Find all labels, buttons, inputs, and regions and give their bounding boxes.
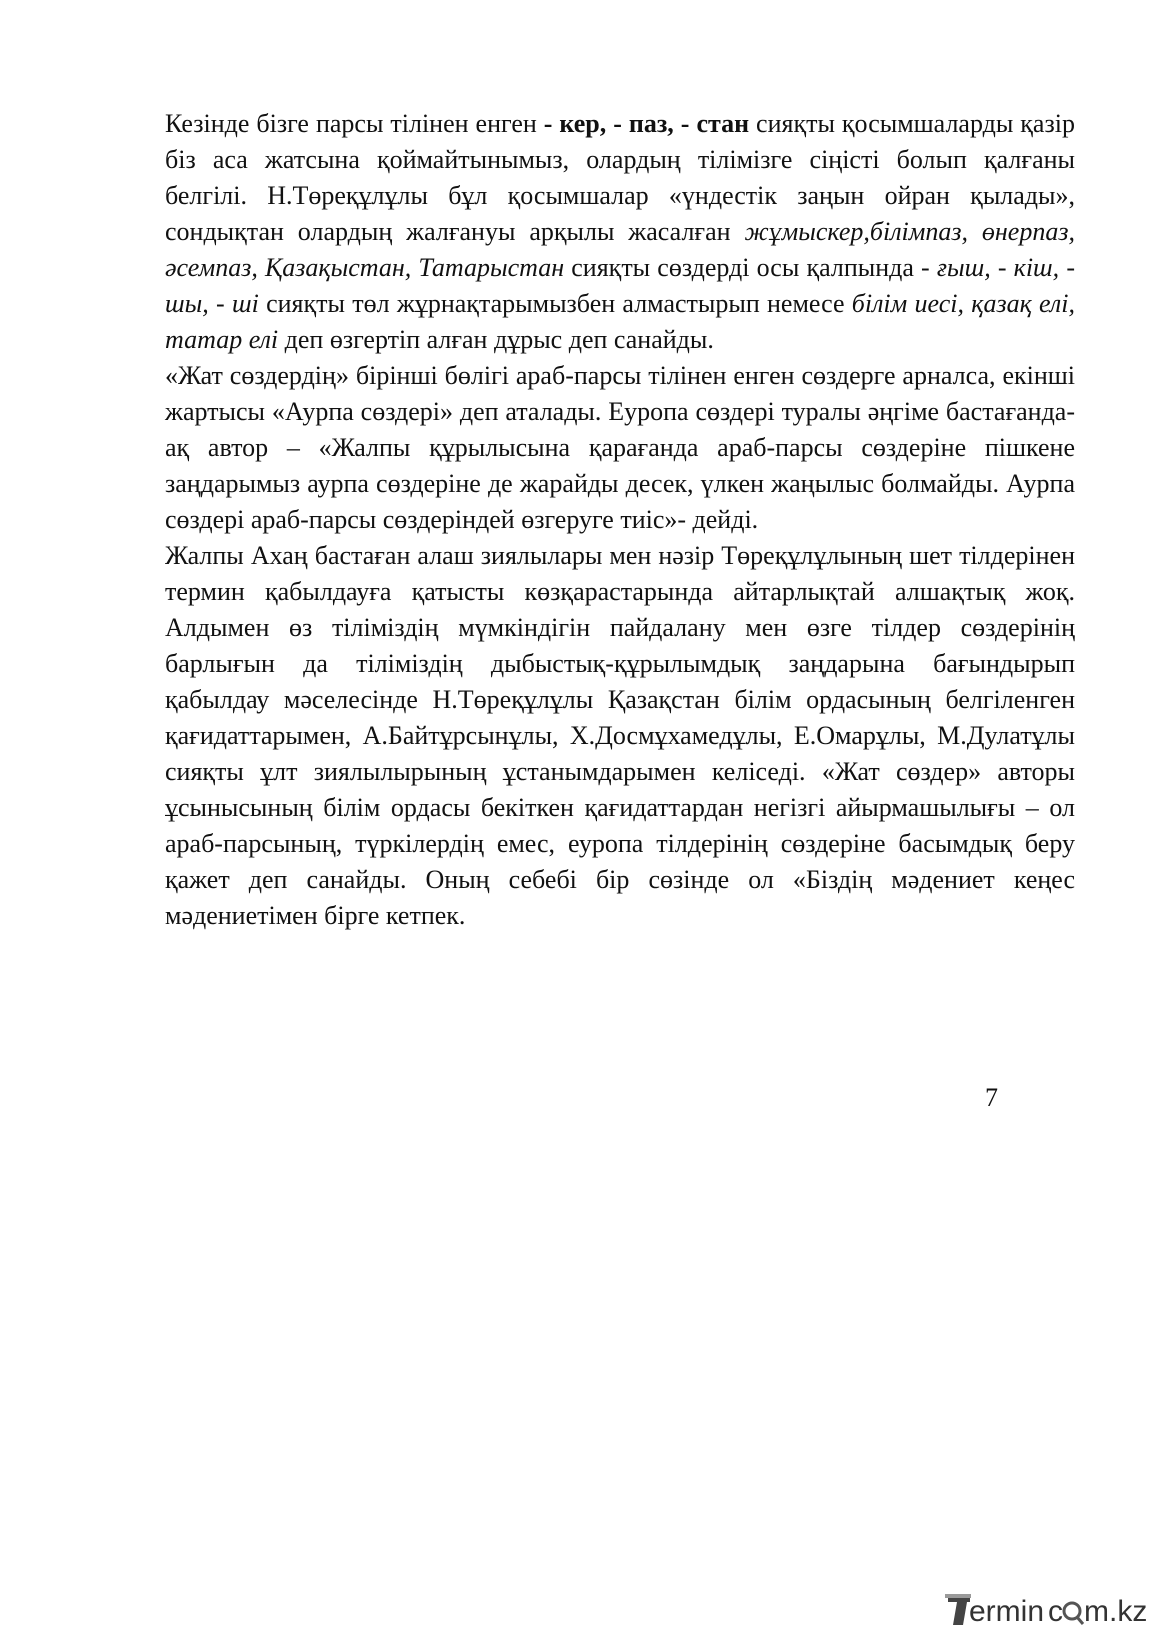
italic-example-phrases: білім иесі, қазақ елі, татар елі bbox=[165, 289, 1075, 354]
paragraph-1-part-4: сияқты төл жұрнақтарымызбен алмастырып немесе bbox=[258, 289, 852, 318]
italic-example-words: жұмыскер,білімпаз, өнерпаз, әсемпаз, Қазақыстан, Татарыстан bbox=[165, 217, 1075, 282]
page-number: 7 bbox=[985, 1083, 998, 1112]
watermark-text-c: c bbox=[1048, 1595, 1063, 1628]
paragraph-1-part-5: деп өзгертіп алған дұрыс деп санайды. bbox=[278, 325, 714, 354]
paragraph-2: «Жат сөздердің» бірінші бөлігі араб-парсы тілінен енген сөздерге арналса, екінші жартысы «Аурпа сөздері» деп аталады. Еуропа сөздері туралы әңгіме бастағанда-ақ автор – «Жалпы құрылысына қарағанда араб-парсы сөздеріне пішкене заңдарымыз аурпа сөздеріне де жарайды десек, үлкен жаңылыс болмайды. Аурпа сөздері араб-парсы сөздеріндей өзгеруге тиіс»- дейді. bbox=[165, 361, 1075, 534]
watermark-logo-graphic bbox=[945, 1585, 1150, 1629]
watermark-text-mkz: m.kz bbox=[1084, 1595, 1148, 1628]
watermark-text-ermin: ermin bbox=[969, 1595, 1045, 1628]
termincom-watermark-logo bbox=[945, 1585, 1150, 1629]
document-body bbox=[165, 106, 1075, 934]
paragraph-3: Жалпы Ахаң бастаған алаш зиялылары мен нәзір Төреқұлұлының шет тілдерінен термин қабылдауға қатысты көзқарастарында айтарлықтай алшақтық жоқ. Алдымен өз тіліміздің мүмкіндігін пайдалану мен өзге тілдер сөздерінің барлығын да тіліміздің дыбыстық-құрылымдық заңдарына бағындырып қабылдау мәселесінде Н.Төреқұлұлы Қазақстан білім ордасының белгіленген қағидаттарымен, А.Байтұрсынұлы, Х.Досмұхамедұлы, Е.Омарұлы, М.Дулатұлы сияқты ұлт зиялылырының ұстанымдарымен келіседі. «Жат сөздер» авторы ұсынысының білім ордасы бекіткен қағидаттардан негізгі айырмашылығы – ол араб-парсының, түркілердің емес, еуропа тілдерінің сөздеріне басымдық беру қажет деп санайды. Оның себебі бір сөзінде ол «Біздің мәдениет кеңес мәдениетімен бірге кетпек. bbox=[165, 541, 1075, 930]
italic-native-suffixes: - ғыш, - кіш, - шы, - ші bbox=[165, 253, 1075, 318]
paragraph-1-part-1: Кезінде бізге парсы тілінен енген bbox=[165, 109, 544, 138]
bold-suffixes: - кер, - паз, - стан bbox=[543, 109, 750, 138]
paragraph-1-part-2: сияқты қосымшаларды қазір біз аса жатсына қоймайтынымыз, олардың тілімізге сіңісті болып қалғаны белгілі. Н.Төреқұлұлы бұл қосымшалар «үндестік заңын ойран қылады», сондықтан олардың жалғануы арқылы жасалған bbox=[165, 109, 1075, 246]
paragraph-1 bbox=[165, 106, 1075, 358]
paragraph-1-part-3: сияқты сөздерді осы қалпында bbox=[564, 253, 922, 282]
